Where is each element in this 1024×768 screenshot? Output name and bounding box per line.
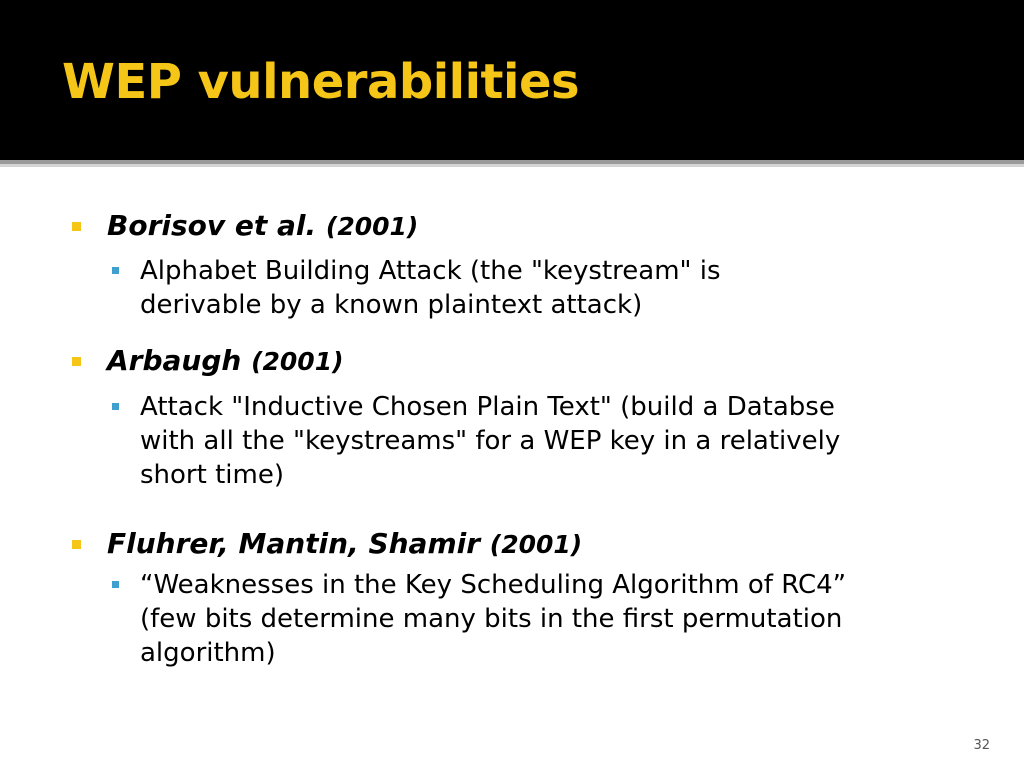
square-sub-bullet-icon — [112, 403, 119, 410]
author-year: (2001) — [251, 347, 344, 376]
sub-bullet-text: “Weaknesses in the Key Scheduling Algorithm of RC4” (few bits determine many bits in the first permutation algorithm) — [140, 570, 847, 668]
author-name: Fluhrer, Mantin, Shamir — [107, 527, 481, 560]
author-year: (2001) — [489, 530, 583, 559]
square-sub-bullet-icon — [112, 267, 119, 274]
square-bullet-icon — [72, 357, 81, 366]
bullet-heading — [107, 526, 582, 563]
slide-title: WEP vulnerabilities — [62, 54, 580, 110]
author-name: Borisov et al. — [107, 209, 317, 242]
square-bullet-icon — [72, 540, 81, 549]
square-sub-bullet-icon — [112, 581, 119, 588]
square-bullet-icon — [72, 222, 81, 231]
bullet-heading — [107, 208, 418, 245]
author-year: (2001) — [325, 212, 419, 241]
page-number: 32 — [973, 738, 990, 753]
sub-bullet-text: Attack "Inductive Chosen Plain Text" (build a Databse with all the "keystreams" for a WEP key in a relatively short time) — [140, 392, 841, 490]
bullet-heading — [107, 343, 344, 380]
sub-bullet-text: Alphabet Building Attack (the "keystream" is derivable by a known plaintext attack) — [140, 256, 721, 320]
author-name: Arbaugh — [107, 344, 242, 377]
